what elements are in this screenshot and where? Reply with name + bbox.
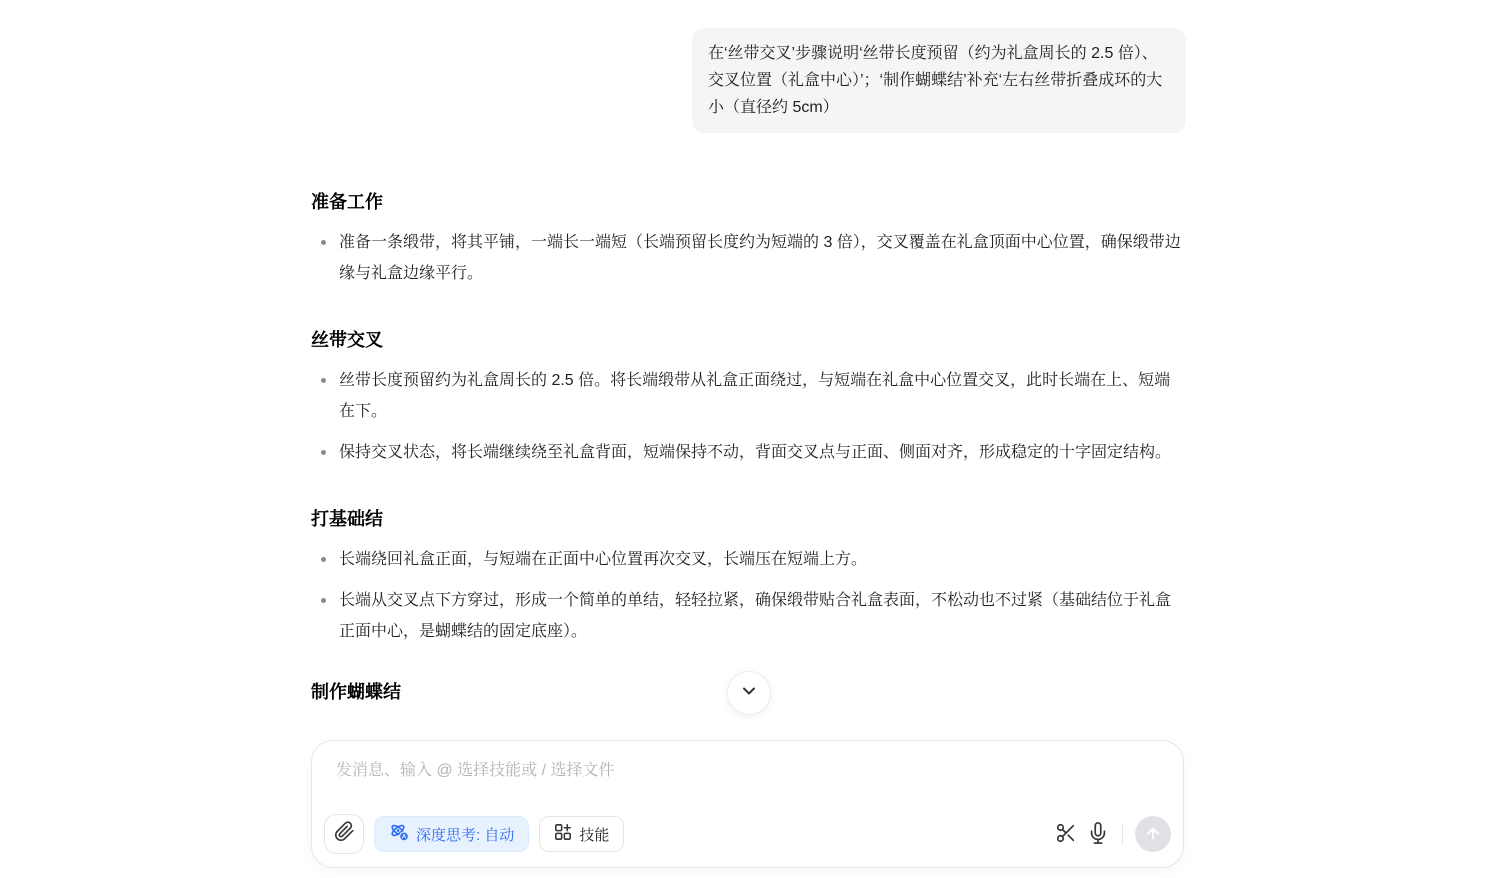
bullet-item: 长端从交叉点下方穿过，形成一个简单的单结，轻轻拉紧，确保缎带贴合礼盒表面，不松动也不过紧（基础结位于礼盒正面中心，是蝴蝶结的固定底座）。 [311, 585, 1186, 647]
bullet-list [311, 544, 1186, 647]
paperclip-icon [334, 821, 355, 847]
microphone-icon [1087, 822, 1109, 847]
section-title-ribbon-cross: 丝带交叉 [311, 330, 383, 350]
bullet-item: 丝带长度预留约为礼盒周长的 2.5 倍。将长端缎带从礼盒正面绕过，与短端在礼盒中心位置交叉，此时长端在上、短端在下。 [311, 365, 1186, 427]
bullet-item: 准备一条缎带，将其平铺，一端长一端短（长端预留长度约为短端的 3 倍），交叉覆盖在礼盒顶面中心位置，确保缎带边缘与礼盒边缘平行。 [311, 227, 1186, 289]
skills-button[interactable] [539, 816, 624, 852]
send-button[interactable] [1135, 816, 1171, 852]
section-title-base-knot: 打基础结 [311, 509, 383, 529]
message-composer [311, 740, 1184, 868]
deep-think-atom-icon [389, 822, 409, 846]
composer-right-tools [1050, 816, 1171, 852]
bullet-item: 保持交叉状态，将长端继续绕至礼盒背面，短端保持不动，背面交叉点与正面、侧面对齐，形成稳定的十字固定结构。 [311, 437, 1186, 468]
assistant-message [311, 191, 1186, 703]
message-input[interactable] [324, 751, 1171, 797]
scroll-to-bottom-button[interactable] [727, 671, 771, 715]
toolbar-divider [1122, 823, 1123, 845]
bullet-list [311, 227, 1186, 289]
chat-thread [311, 0, 1186, 703]
bullet-item: 长端绕回礼盒正面，与短端在正面中心位置再次交叉，长端压在短端上方。 [311, 544, 1186, 575]
voice-input-button[interactable] [1082, 818, 1114, 850]
section-title-preparation: 准备工作 [311, 192, 383, 212]
chevron-down-icon [739, 681, 759, 706]
clip-tool-button[interactable] [1050, 818, 1082, 850]
svg-text:A: A [401, 833, 407, 841]
scissors-icon [1055, 822, 1077, 847]
deep-think-mode-button[interactable] [374, 816, 529, 852]
bullet-list [311, 365, 1186, 468]
deep-think-label: 深度思考: 自动 [416, 826, 515, 844]
arrow-up-icon [1144, 824, 1162, 845]
skills-label: 技能 [579, 826, 610, 844]
composer-toolbar [324, 814, 1171, 854]
user-message-row [311, 28, 1186, 133]
attach-file-button[interactable] [324, 814, 364, 854]
skills-grid-icon [554, 823, 572, 845]
section-title-make-bow: 制作蝴蝶结 [311, 682, 401, 702]
user-message-bubble: 在‘丝带交叉’步骤说明‘丝带长度预留（约为礼盒周长的 2.5 倍）、交叉位置（礼盒中心）’；‘制作蝴蝶结’补充‘左右丝带折叠成环的大小（直径约 5cm） [692, 28, 1186, 133]
